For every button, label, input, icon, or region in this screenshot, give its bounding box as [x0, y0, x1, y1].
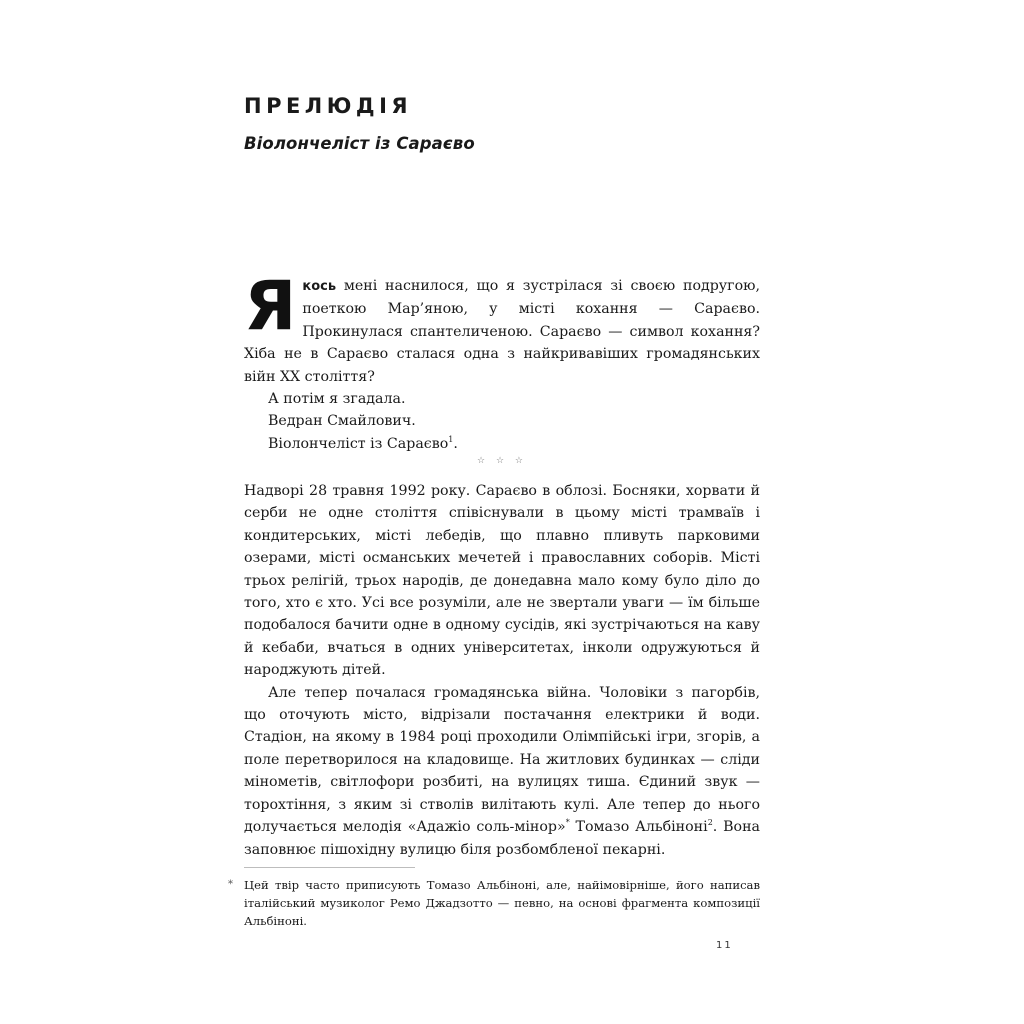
- intro-line-text: Віолончеліст із Сараєво: [268, 435, 449, 452]
- page-number: 11: [716, 940, 733, 951]
- drop-cap: Я: [244, 267, 295, 346]
- endnote-ref[interactable]: 1: [448, 434, 454, 444]
- endnote-ref[interactable]: 2: [707, 818, 713, 828]
- intro-section: [244, 267, 760, 455]
- footnote-marker: *: [228, 879, 233, 890]
- main-paragraph: Надворі 28 травня 1992 року. Сараєво в облозі. Босняки, хорвати й серби не одне століття співіснували в цьому місті трамваїв і кондитерських, місті лебедів, що плавно пливуть парковими озерами, місті османських мечетей і православних соборів. Місті трьох релігій, трьох народів, де донедавна мало кому було діло до того, хто є хто. Усі все розуміли, але не звертали уваги — їм більше подобалося бачити одне в одному сусідів, які зустрічаються на каву й кебаби, вчаться в одних університетах, інколи одружуються й народжують дітей.: [244, 483, 760, 679]
- intro-line: [244, 433, 760, 455]
- footnote: [228, 876, 760, 930]
- footnote-text: Цей твір часто приписують Томазо Альбіноні, але, найімовірніше, його написав італійський музиколог Ремо Джадзотто — певно, на основі фрагмента композиції Альбіноні.: [244, 878, 760, 928]
- intro-first-paragraph: [244, 267, 760, 388]
- section-separator: ☆ ☆ ☆: [477, 456, 527, 466]
- main-section: [244, 480, 760, 861]
- intro-line: Ведран Смайлович.: [268, 413, 416, 430]
- intro-paragraph-text: мені наснилося, що я зустрілася зі своєю подругою, поеткою Мар’яною, у місті кохання — Сараєво. Прокинулася спантеличеною. Сараєво — символ кохання? Хіба не в Сараєво сталася одна з найкривавіших громадянських війн XX століття?: [244, 278, 760, 385]
- intro-line: А потім я згадала.: [268, 391, 406, 408]
- punctuation: .: [453, 435, 458, 452]
- chapter-title: ПРЕЛЮДІЯ: [244, 94, 413, 118]
- chapter-subtitle: Віолончеліст із Сараєво: [244, 134, 475, 153]
- footnote-ref[interactable]: *: [565, 818, 570, 828]
- footnote-divider: [244, 867, 415, 868]
- paragraph-text: Але тепер почалася громадянська війна. Чоловіки з пагорбів, що оточують місто, відрізали постачання електрики й води. Стадіон, на якому в 1984 році проходили Олімпійські ігри, згорів, а поле перетворилося на кладовище. На житлових будинках — сліди мінометів, світлофори розбиті, на вулицях тиша. Єдиний звук — торохтіння, з яким зі стволів вилітають кулі. Але тепер до нього долучається мелодія «Адажіо соль-мінор»: [244, 684, 760, 836]
- lead-word: кось: [302, 279, 337, 294]
- paragraph-text: . Вона заповнює пішохідну вулицю біля розбомбленої пекарні.: [244, 819, 761, 858]
- paragraph-text: Томазо Альбіноні: [569, 819, 708, 836]
- main-paragraph: [244, 682, 760, 861]
